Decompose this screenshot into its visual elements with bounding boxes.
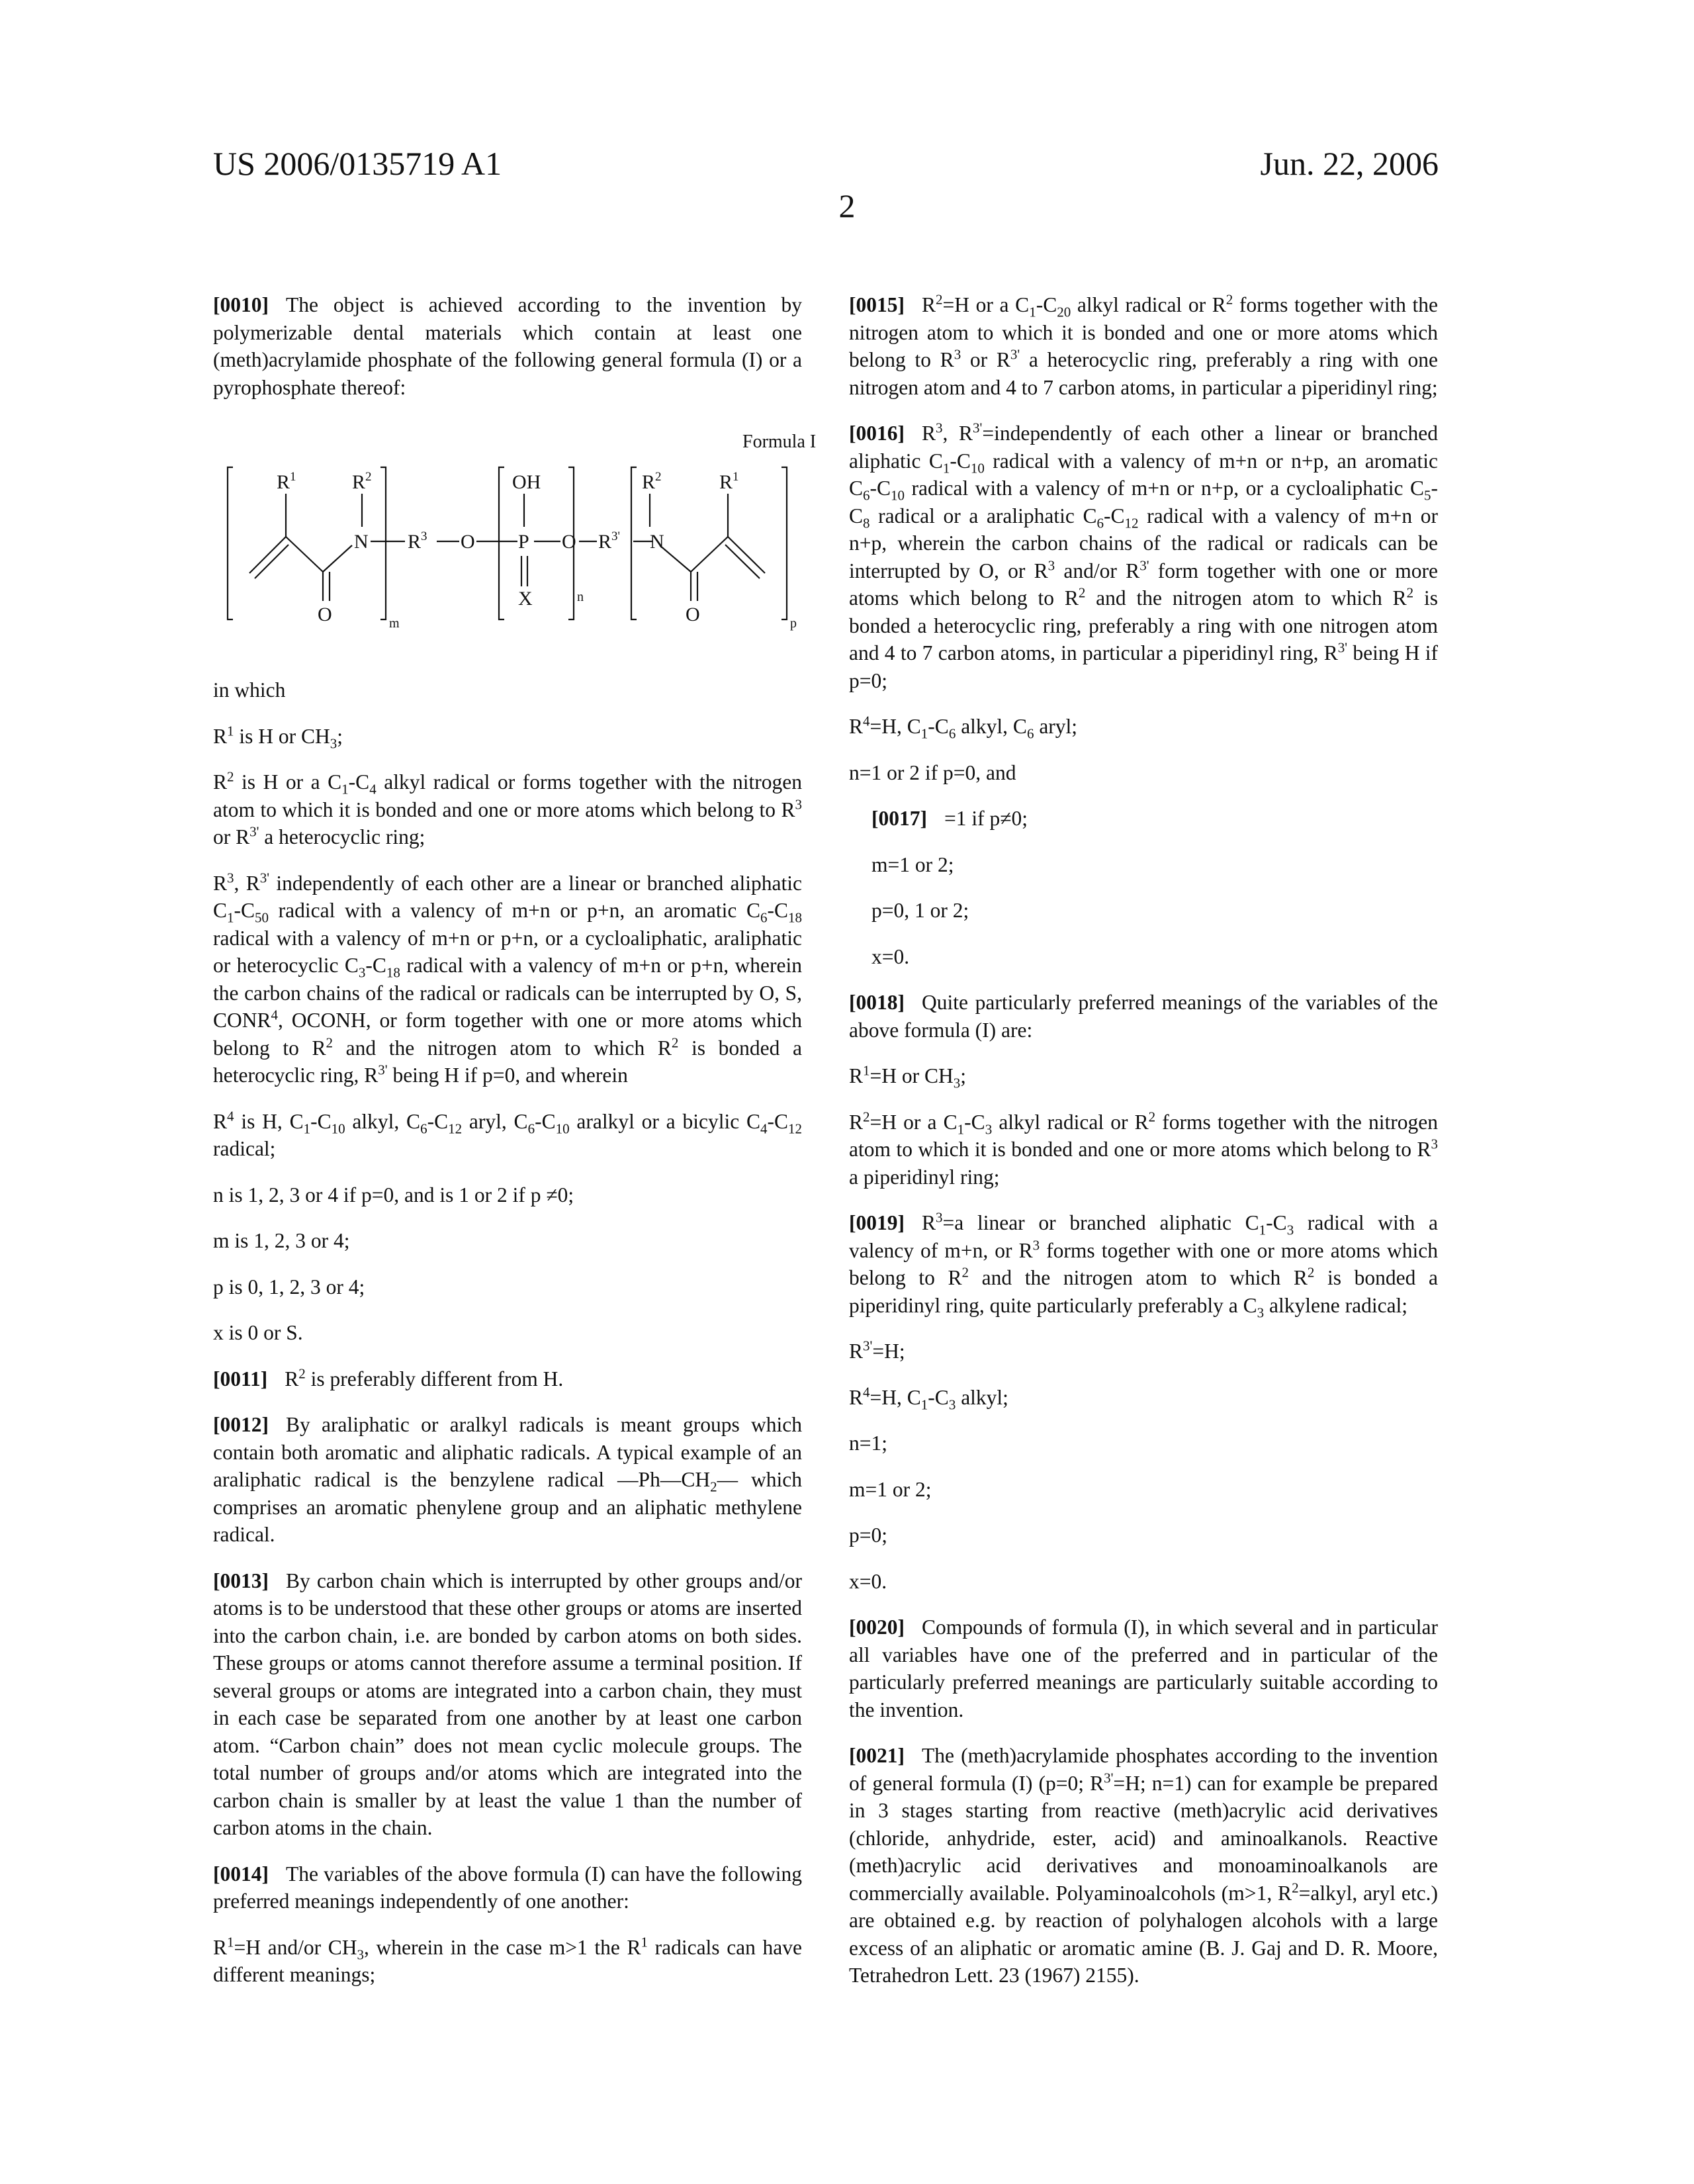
definition-p: p is 0, 1, 2, 3 or 4; [213, 1273, 802, 1301]
paragraph-0014: [0014] The variables of the above formula (I) can have the following preferred meanings independently of one another: [213, 1860, 802, 1915]
publication-date: Jun. 22, 2006 [1261, 144, 1439, 183]
formula-structure [213, 428, 802, 659]
paragraph-0017: [0017] =1 if p≠0; [871, 805, 1438, 833]
formula-atom-r1-right: R1 [719, 470, 739, 493]
definition-r4: R4 is H, C1-C10 alkyl, C6-C12 aryl, C6-C10 aralkyl or a bicylic C4-C12 radical; [213, 1108, 802, 1163]
paragraph-text: The object is achieved according to the invention by polymerizable dental materials which contain at least one (meth)acrylamide phosphate of the following general formula (I) or a pyrophosphate thereof: [213, 293, 802, 399]
preferred-r4: R4=H, C1-C6 alkyl, C6 aryl; [849, 713, 1438, 741]
formula-atom-carbonyl-o-right: O [686, 604, 700, 625]
paragraph-0010 [213, 291, 802, 401]
formula-atom-oh: OH [512, 471, 541, 493]
formula-atom-r3-prime: R3' [598, 529, 620, 553]
quite-preferred-r1: R1=H or CH3; [849, 1062, 1438, 1090]
definition-n: n is 1, 2, 3 or 4 if p=0, and is 1 or 2 if p ≠0; [213, 1181, 802, 1209]
paragraph-0012: [0012] By araliphatic or aralkyl radicals is meant groups which contain both aromatic and aliphatic radicals. A typical example of an araliphatic radical is the benzylene radical —Ph—CH2— which comprises an aromatic phenylene group and an aliphatic methylene radical. [213, 1411, 802, 1549]
chemical-formula-I [213, 428, 802, 659]
paragraph-0018: [0018] Quite particularly preferred meanings of the variables of the above formula (I) are: [849, 989, 1438, 1044]
quite-preferred-m: m=1 or 2; [849, 1476, 1438, 1504]
formula-label: Formula I [742, 432, 816, 452]
formula-subscript-p: p [790, 616, 797, 631]
definition-r1: R1 is H or CH3; [213, 723, 802, 751]
paragraph-0013: [0013] By carbon chain which is interrupted by other groups and/or atoms is to be understood that these other groups or atoms are inserted into the carbon chain, i.e. are bonded by carbon atoms on both sides. These groups or atoms cannot therefore assume a terminal position. If several groups or atoms are integrated into a carbon chain, they must in each case be separated from one another by at least one carbon atom. “Carbon chain” does not mean cyclic molecule groups. The total number of groups and/or atoms which are integrated into the carbon chain is smaller by at least the value 1 than the number of carbon atoms in the chain. [213, 1567, 802, 1842]
in-which-text: in which [213, 676, 802, 704]
definition-x: x is 0 or S. [213, 1319, 802, 1347]
right-column [849, 291, 1438, 2008]
paragraph-0020: [0020] Compounds of formula (I), in which several and in particular all variables have one of the preferred and in particular of the particularly preferred meanings are particularly suitable according to the invention. [849, 1614, 1438, 1723]
formula-atom-carbonyl-o: O [318, 604, 332, 625]
left-column [213, 291, 802, 2007]
formula-atom-o2: O [562, 531, 576, 553]
formula-atom-r2-right: R2 [642, 470, 662, 493]
paragraph-tag: [0010] [213, 293, 269, 316]
paragraph-0016: [0016] R3, R3'=independently of each other a linear or branched aliphatic C1-C10 radical with a valency of m+n or n+p, an aromatic C6-C10 radical with a valency of m+n or n+p, or a cycloaliphatic C5-C8 radical or a araliphatic C6-C12 radical with a valency of m+n or n+p, wherein the carbon chains of the radical or radicals can be interrupted by O, or R3 and/or R3' form together with one or more atoms which belong to R2 and the nitrogen atom to which R2 is bonded a heterocyclic ring, preferably a ring with one nitrogen atom and 4 to 7 carbon atoms, in particular a piperidinyl ring, R3' being H if p=0; [849, 420, 1438, 694]
formula-atom-o: O [461, 531, 475, 553]
formula-subscript-n: n [577, 590, 584, 604]
quite-preferred-p: p=0; [849, 1522, 1438, 1549]
preferred-p: p=0, 1 or 2; [871, 897, 1438, 925]
formula-subscript-m: m [389, 616, 400, 631]
preferred-r1: R1=H and/or CH3, wherein in the case m>1 the R1 radicals can have different meanings; [213, 1934, 802, 1989]
paragraph-0019: [0019] R3=a linear or branched aliphatic C1-C3 radical with a valency of m+n, or R3 forms together with one or more atoms which belong to R2 and the nitrogen atom to which R2 is bonded a piperidinyl ring, quite particularly preferably a C3 alkylene radical; [849, 1209, 1438, 1319]
quite-preferred-r2: R2=H or a C1-C3 alkyl radical or R2 forms together with the nitrogen atom to which it is bonded and one or more atoms which belong to R3 a piperidinyl ring; [849, 1109, 1438, 1191]
quite-preferred-r3-prime: R3'=H; [849, 1338, 1438, 1365]
formula-atom-p: P [518, 531, 529, 553]
definition-r3: R3, R3' independently of each other are a linear or branched aliphatic C1-C50 radical with a valency of m+n or p+n, an aromatic C6-C18 radical with a valency of m+n or p+n, or a cycloaliphatic, araliphatic or heterocyclic C3-C18 radical with a valency of m+n or p+n, wherein the carbon chains of the radical or radicals can be interrupted by O, S, CONR4, OCONH, or form together with one or more atoms which belong to R2 and the nitrogen atom to which R2 is bonded a heterocyclic ring, R3' being H if p=0, and wherein [213, 870, 802, 1089]
formula-atom-r1: R1 [277, 470, 296, 493]
formula-atom-n-right: N [650, 531, 664, 553]
formula-atom-n: N [354, 531, 369, 553]
formula-atom-x: X [518, 588, 533, 610]
definition-r2: R2 is H or a C1-C4 alkyl radical or forms together with the nitrogen atom to which it is bonded and one or more atoms which belong to R3 or R3' a heterocyclic ring; [213, 768, 802, 851]
page-number: 2 [0, 187, 1694, 225]
quite-preferred-x: x=0. [849, 1568, 1438, 1596]
quite-preferred-r4: R4=H, C1-C3 alkyl; [849, 1384, 1438, 1412]
patent-number: US 2006/0135719 A1 [213, 144, 502, 183]
definition-m: m is 1, 2, 3 or 4; [213, 1227, 802, 1255]
paragraph-0015: [0015] R2=H or a C1-C20 alkyl radical or R2 forms together with the nitrogen atom to which it is bonded and one or more atoms which belong to R3 or R3' a heterocyclic ring, preferably a ring with one nitrogen atom and 4 to 7 carbon atoms, in particular a piperidinyl ring; [849, 291, 1438, 401]
formula-atom-r3: R3 [408, 529, 427, 553]
formula-atom-r2: R2 [352, 470, 372, 493]
preferred-n: n=1 or 2 if p=0, and [849, 759, 1438, 787]
preferred-m: m=1 or 2; [871, 851, 1438, 879]
quite-preferred-n: n=1; [849, 1430, 1438, 1457]
paragraph-0011: [0011] R2 is preferably different from H. [213, 1365, 802, 1393]
preferred-x: x=0. [871, 943, 1438, 971]
paragraph-0021: [0021] The (meth)acrylamide phosphates according to the invention of general formula (I) (p=0; R3'=H; n=1) can for example be prepared in 3 stages starting from reactive (meth)acrylic acid derivatives (chloride, anhydride, ester, acid) and aminoalkanols. Reactive (meth)acrylic acid derivatives and monoaminoalkanols are commercially available. Polyaminoalcohols (m>1, R2=alkyl, aryl etc.) are obtained e.g. by reaction of polyhalogen alcohols with a large excess of an aliphatic or aromatic amine (B. J. Gaj and D. R. Moore, Tetrahedron Lett. 23 (1967) 2155). [849, 1742, 1438, 1989]
